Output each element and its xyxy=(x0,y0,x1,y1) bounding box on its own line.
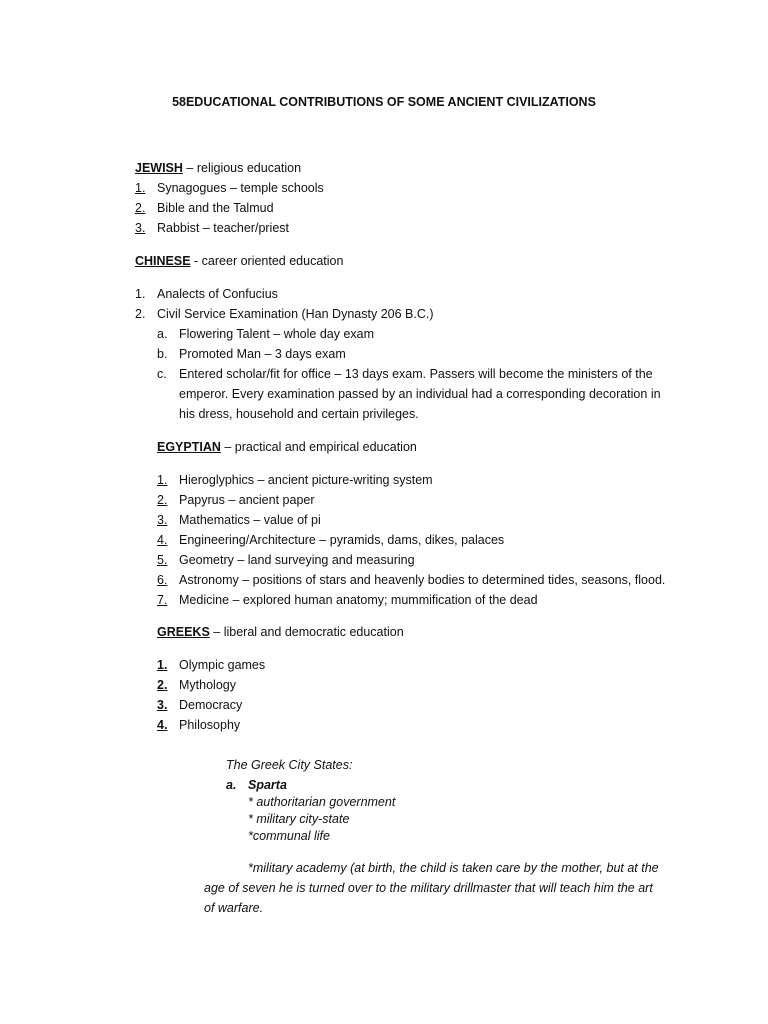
list-number: 2. xyxy=(157,678,168,692)
list-number: 1. xyxy=(157,658,168,672)
list-text: Entered scholar/fit for office – 13 days exam. Passers will become the ministers of the xyxy=(179,367,653,381)
list-text: Rabbist – teacher/priest xyxy=(157,221,290,235)
list-item xyxy=(135,284,278,304)
list-text: Analects of Confucius xyxy=(157,287,278,301)
list-item xyxy=(157,695,242,715)
list-item xyxy=(157,490,315,510)
jewish-section-heading xyxy=(135,158,301,178)
list-text: Medicine – explored human anatomy; mummification of the dead xyxy=(179,593,538,607)
list-number: 1. xyxy=(157,473,168,487)
list-number: 2. xyxy=(157,493,168,507)
list-text: Engineering/Architecture – pyramids, dams, dikes, palaces xyxy=(179,533,505,547)
list-item xyxy=(157,530,504,550)
list-number: 3. xyxy=(157,698,168,712)
sparta-point: * authoritarian government xyxy=(248,795,396,809)
chinese-section-heading xyxy=(135,251,343,271)
list-text: Papyrus – ancient paper xyxy=(179,493,315,507)
list-text: Geometry – land surveying and measuring xyxy=(179,553,415,567)
jewish-heading: JEWISH xyxy=(135,161,183,175)
list-number: a. xyxy=(157,327,168,341)
list-item xyxy=(157,675,236,695)
list-text: Mythology xyxy=(179,678,236,692)
list-item xyxy=(157,590,538,610)
list-number: 3. xyxy=(135,221,146,235)
list-item xyxy=(157,470,433,490)
sparta-point: * military city-state xyxy=(248,812,350,826)
list-item xyxy=(157,510,321,530)
list-number: 4. xyxy=(157,718,168,732)
list-number: a. xyxy=(226,778,237,792)
chinese-heading: CHINESE xyxy=(135,254,191,268)
list-text: Philosophy xyxy=(179,718,241,732)
jewish-desc: – religious education xyxy=(182,161,302,175)
continuation-line: emperor. Every examination passed by an individual had a corresponding decoration in xyxy=(179,387,661,401)
greeks-desc: – liberal and democratic education xyxy=(209,625,404,639)
list-number: 3. xyxy=(157,513,168,527)
list-item xyxy=(157,550,415,570)
sparta-point: *communal life xyxy=(248,829,330,843)
greeks-heading: GREEKS xyxy=(157,625,210,639)
list-item xyxy=(157,570,665,590)
list-item xyxy=(135,178,324,198)
academy-line: of warfare. xyxy=(204,901,264,915)
list-text: Flowering Talent – whole day exam xyxy=(179,327,375,341)
egyptian-heading: EGYPTIAN xyxy=(157,440,221,454)
sub-list-item xyxy=(157,344,346,364)
list-text: Civil Service Examination (Han Dynasty 206 B.C.) xyxy=(157,307,434,321)
list-number: 4. xyxy=(157,533,168,547)
list-item xyxy=(157,715,240,735)
greeks-section-heading xyxy=(157,622,404,642)
list-number: 6. xyxy=(157,573,168,587)
academy-line: *military academy (at birth, the child is taken care by the mother, but at the xyxy=(248,861,659,875)
list-number: 1. xyxy=(135,181,146,195)
list-number: b. xyxy=(157,347,168,361)
list-text: Bible and the Talmud xyxy=(157,201,274,215)
list-number: 7. xyxy=(157,593,168,607)
list-item xyxy=(135,218,289,238)
egyptian-section-heading xyxy=(157,437,417,457)
list-item xyxy=(135,198,274,218)
list-text: Promoted Man – 3 days exam xyxy=(179,347,346,361)
list-number: 2. xyxy=(135,307,146,321)
sub-list-item xyxy=(157,364,653,384)
list-number: 1. xyxy=(135,287,146,301)
chinese-desc: - career oriented education xyxy=(190,254,344,268)
egyptian-desc: – practical and empirical education xyxy=(220,440,417,454)
city-states-heading: The Greek City States: xyxy=(226,758,353,772)
list-item xyxy=(157,655,265,675)
sparta-label: Sparta xyxy=(248,778,287,792)
list-number: 2. xyxy=(135,201,146,215)
list-number: 5. xyxy=(157,553,168,567)
page-title: 58EDUCATIONAL CONTRIBUTIONS OF SOME ANCIENT CIVILIZATIONS xyxy=(172,95,596,109)
list-text: Hieroglyphics – ancient picture-writing system xyxy=(179,473,433,487)
academy-line: age of seven he is turned over to the military drillmaster that will teach him the art xyxy=(204,881,653,895)
list-text: Democracy xyxy=(179,698,243,712)
list-text: Synagogues – temple schools xyxy=(157,181,324,195)
list-item xyxy=(135,304,434,324)
list-text: Astronomy – positions of stars and heavenly bodies to determined tides, seasons, flood. xyxy=(179,573,666,587)
continuation-line: his dress, household and certain privileges. xyxy=(179,407,419,421)
sparta-heading xyxy=(226,775,287,795)
sub-list-item xyxy=(157,324,374,344)
list-text: Olympic games xyxy=(179,658,266,672)
list-number: c. xyxy=(157,367,167,381)
list-text: Mathematics – value of pi xyxy=(179,513,321,527)
